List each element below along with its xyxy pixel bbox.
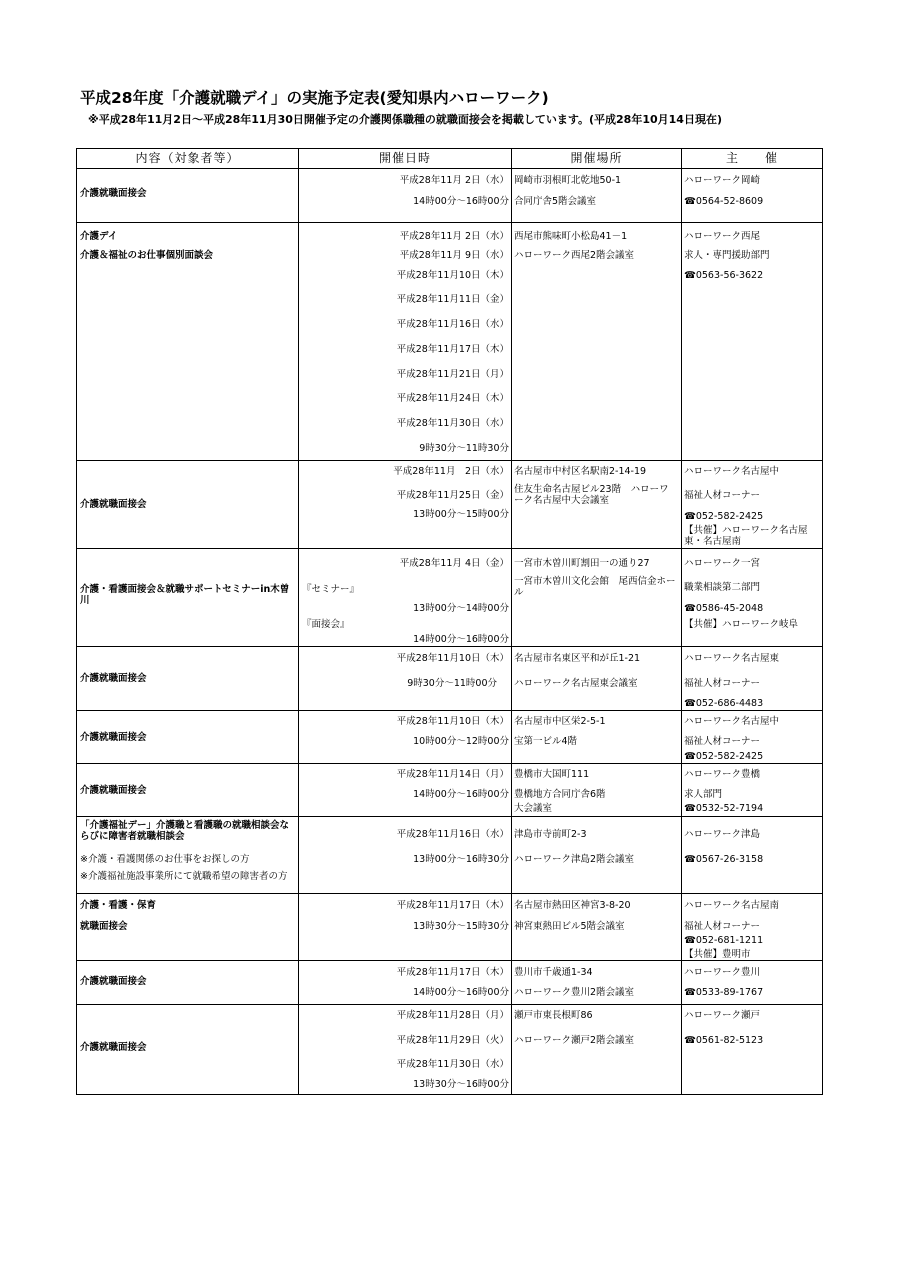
venue-line: 名古屋市名東区平和が丘1-21 [514,653,641,664]
venue-line: 一宮市木曽川文化会館 尾西信金ホール [514,576,676,598]
time-line: 13時30分～15時30分 [413,921,509,932]
table-row [77,549,823,647]
header-datetime: 開催日時 [299,149,512,169]
date-line: 平成28年11月25日（金） [396,490,509,501]
host-cohost: 【共催】豊明市 [684,949,751,960]
date-line: 平成28年11月17日（木） [396,900,509,911]
content-line: 介護就職面接会 [80,732,147,743]
content-line: 介護＆福祉のお仕事個別面談会 [80,250,214,261]
venue-cell [512,764,682,817]
date-line: 平成28年11月 2日（水） [393,466,509,477]
table-row [77,647,823,711]
datetime-cell [299,894,512,961]
host-phone: ☎052-582-2425 [684,751,764,762]
venue-cell [512,961,682,1005]
content-line: 介護就職面接会 [80,976,147,987]
host-line: 福祉人材コーナー [684,678,761,689]
host-phone: ☎052-582-2425 [684,511,764,522]
date-line: 平成28年11月 2日（水） [399,231,509,242]
content-line: 介護就職面接会 [80,1042,147,1053]
time-line: 14時00分～16時00分 [413,196,509,207]
content-note: ※介護福祉施設事業所にて就職希望の障害者の方 [80,871,288,882]
date-line: 平成28年11月11日（金） [396,294,509,305]
table-row [77,817,823,894]
venue-line: 豊橋市大国町111 [514,769,590,780]
host-phone: ☎0561-82-5123 [684,1035,764,1046]
host-line: 福祉人材コーナー [684,736,761,747]
host-phone: ☎0532-52-7194 [684,803,764,814]
date-line: 平成28年11月29日（火） [396,1035,509,1046]
table-row [77,711,823,764]
content-cell [77,169,299,223]
venue-cell [512,894,682,961]
host-cell [682,961,823,1005]
date-line: 平成28年11月10日（木） [396,653,509,664]
datetime-cell [299,961,512,1005]
table-row [77,461,823,549]
venue-line: 名古屋市中村区名駅南2-14-19 [514,466,647,477]
schedule-table [76,148,823,1095]
content-cell [77,817,299,894]
header-venue: 開催場所 [512,149,682,169]
host-line: ハローワーク名古屋東 [684,653,780,664]
content-line: 介護・看護・保育 [80,900,157,911]
host-line: ハローワーク豊川 [684,967,761,978]
content-line: 介護・看護面接会＆就職サポートセミナーin木曽川 [80,584,290,606]
time-line: 14時00分～16時00分 [413,789,509,800]
content-cell [77,764,299,817]
host-cell [682,549,823,647]
venue-cell [512,223,682,461]
table-row [77,169,823,223]
datetime-cell [299,817,512,894]
content-line: 介護就職面接会 [80,673,147,684]
content-cell [77,894,299,961]
date-line: 平成28年11月16日（水） [396,319,509,330]
host-line: ハローワーク名古屋中 [684,466,780,477]
date-line: 平成28年11月24日（木） [396,393,509,404]
table-header-row [77,149,823,169]
date-line: 平成28年11月21日（月） [396,369,509,380]
content-line: 就職面接会 [80,921,128,932]
venue-line: ハローワーク津島2階会議室 [514,854,635,865]
date-line: 平成28年11月14日（月） [396,769,509,780]
venue-line: 名古屋市中区栄2-5-1 [514,716,606,727]
content-cell [77,961,299,1005]
time-line: 14時00分～16時00分 [413,987,509,998]
content-line: 「介護福祉デー」介護職と看護職の就職相談会ならびに障害者就職相談会 [80,820,290,842]
host-cell [682,169,823,223]
header-content: 内容（対象者等） [77,149,299,169]
table-row [77,894,823,961]
table-row [77,223,823,461]
host-cell [682,817,823,894]
host-phone: ☎0563-56-3622 [684,270,764,281]
content-line: 介護デイ [80,231,118,242]
content-cell [77,223,299,461]
host-cell [682,764,823,817]
table-row [77,764,823,817]
content-cell [77,647,299,711]
content-line: 介護就職面接会 [80,188,147,199]
time-line: 14時00分～16時00分 [413,634,509,645]
host-phone: ☎0564-52-8609 [684,196,764,207]
venue-cell [512,461,682,549]
time-line: 13時00分～14時00分 [413,603,509,614]
date-line: 平成28年11月 4日（金） [399,558,509,569]
venue-cell [512,711,682,764]
time-line: 9時30分～11時30分 [419,443,509,454]
content-cell [77,549,299,647]
venue-line: 西尾市熊味町小松島41－1 [514,231,628,242]
time-line: 13時00分～15時00分 [413,509,509,520]
host-line: ハローワーク名古屋南 [684,900,780,911]
time-line: 10時00分～12時00分 [413,736,509,747]
venue-line: 神宮東熱田ビル5階会議室 [514,921,625,932]
venue-line: 名古屋市熱田区神宮3-8-20 [514,900,631,911]
content-line: 介護就職面接会 [80,499,147,510]
date-line: 平成28年11月10日（木） [396,270,509,281]
host-phone: ☎052-681-1211 [684,935,764,946]
host-line: 職業相談第二部門 [684,582,761,593]
host-cell [682,223,823,461]
header-host: 主 催 [682,149,823,169]
venue-cell [512,647,682,711]
date-line: 平成28年11月30日（水） [396,1059,509,1070]
venue-line: 瀬戸市東長根町86 [514,1010,593,1021]
time-line: 13時30分～16時00分 [413,1079,509,1090]
table-row [77,961,823,1005]
datetime-cell [299,1005,512,1095]
content-line: 介護就職面接会 [80,785,147,796]
date-line: 平成28年11月17日（木） [396,967,509,978]
venue-line: ハローワーク西尾2階会議室 [514,250,635,261]
host-line: ハローワーク豊橋 [684,769,761,780]
content-note: ※介護・看護関係のお仕事をお探しの方 [80,854,250,865]
venue-line: ハローワーク名古屋東会議室 [514,678,638,689]
date-line: 平成28年11月28日（月） [396,1010,509,1021]
venue-line: 大会議室 [514,803,553,814]
host-cell [682,647,823,711]
content-cell [77,461,299,549]
page-subtitle: ※平成28年11月2日～平成28年11月30日開催予定の介護関係職種の就職面接会を掲載しています。(平成28年10月14日現在) [88,113,722,126]
date-line: 平成28年11月30日（水） [396,418,509,429]
host-phone: ☎052-686-4483 [684,698,764,709]
date-line: 平成28年11月17日（木） [396,344,509,355]
venue-line: 豊川市千歳通1-34 [514,967,593,978]
venue-line: 宝第一ビル4階 [514,736,578,747]
time-line: 9時30分～11時00分 [407,678,497,689]
host-line: 福祉人材コーナー [684,921,761,932]
venue-cell [512,1005,682,1095]
venue-cell [512,817,682,894]
date-line: 平成28年11月16日（水） [396,829,509,840]
session-label: 『セミナー』 [302,584,360,595]
host-line: ハローワーク津島 [684,829,761,840]
venue-line: 津島市寺前町2-3 [514,829,587,840]
host-line: ハローワーク一宮 [684,558,761,569]
datetime-cell [299,461,512,549]
venue-line: 一宮市木曽川町割田一の通り27 [514,558,650,569]
datetime-cell [299,764,512,817]
datetime-cell [299,223,512,461]
time-line: 13時00分～16時30分 [413,854,509,865]
venue-line: 合同庁舎5階会議室 [514,196,597,207]
host-line: ハローワーク西尾 [684,231,761,242]
datetime-cell [299,647,512,711]
table-row [77,1005,823,1095]
content-cell [77,1005,299,1095]
venue-line: 住友生命名古屋ビル23階 ハローワーク名古屋中大会議室 [514,484,669,506]
host-line: 福祉人材コーナー [684,490,761,501]
datetime-cell [299,549,512,647]
venue-cell [512,549,682,647]
host-cohost: 【共催】ハローワーク岐阜 [684,619,799,630]
venue-line: ハローワーク豊川2階会議室 [514,987,635,998]
host-line: ハローワーク名古屋中 [684,716,780,727]
date-line: 平成28年11月 2日（水） [399,175,509,186]
venue-line: 豊橋地方合同庁舎6階 [514,789,606,800]
page-title: 平成28年度「介護就職デイ」の実施予定表(愛知県内ハローワーク) [80,89,549,107]
host-cohost: 【共催】ハローワーク名古屋東・名古屋南 [684,525,808,547]
host-cell [682,1005,823,1095]
host-phone: ☎0533-89-1767 [684,987,764,998]
host-cell [682,894,823,961]
host-cell [682,461,823,549]
venue-line: 岡崎市羽根町北乾地50-1 [514,175,622,186]
session-label: 『面接会』 [302,619,350,630]
venue-cell [512,169,682,223]
date-line: 平成28年11月10日（木） [396,716,509,727]
venue-line: ハローワーク瀬戸2階会議室 [514,1035,635,1046]
host-phone: ☎0586-45-2048 [684,603,764,614]
host-line: ハローワーク岡崎 [684,175,761,186]
datetime-cell [299,711,512,764]
host-line: 求人・専門援助部門 [684,250,770,261]
host-cell [682,711,823,764]
date-line: 平成28年11月 9日（水） [399,250,509,261]
host-line: ハローワーク瀬戸 [684,1010,761,1021]
datetime-cell [299,169,512,223]
host-line: 求人部門 [684,789,723,800]
content-cell [77,711,299,764]
host-phone: ☎0567-26-3158 [684,854,764,865]
